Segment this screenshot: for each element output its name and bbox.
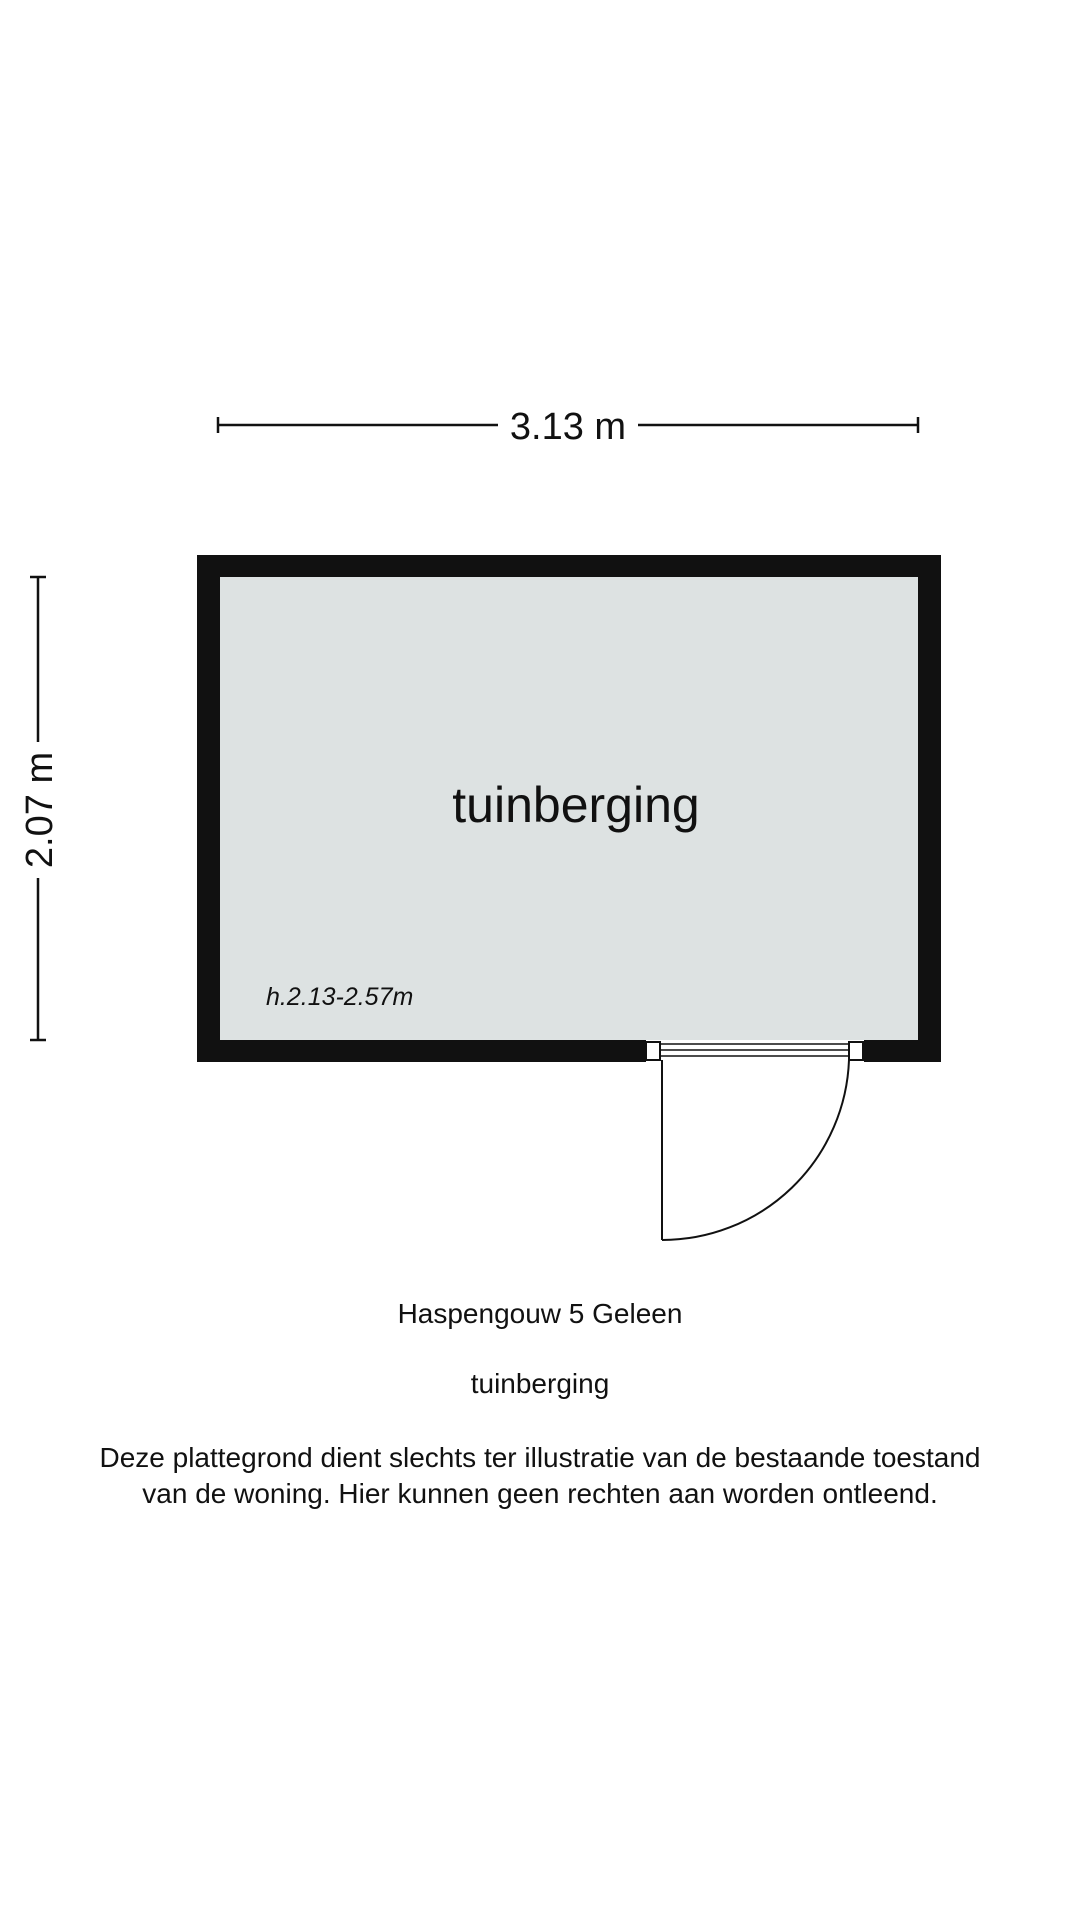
- wall-top: [197, 555, 941, 577]
- room-tuinberging: [197, 555, 941, 1240]
- ceiling-height-label: h.2.13-2.57m: [266, 983, 414, 1011]
- depth-dimension-label: 2.07 m: [19, 751, 61, 869]
- wall-right: [918, 555, 941, 1062]
- depth-dimension: [19, 577, 61, 1040]
- disclaimer-line-1: Deze plattegrond dient slechts ter illustratie van de bestaande toestand: [99, 1442, 981, 1473]
- door-swing-arc: [662, 1060, 849, 1240]
- property-address: Haspengouw 5 Geleen: [397, 1298, 683, 1329]
- wall-left: [197, 555, 220, 1062]
- disclaimer-line-2: van de woning. Hier kunnen geen rechten aan worden ontleend.: [142, 1478, 938, 1509]
- disclaimer: [0, 1440, 1080, 1512]
- door-leaf: [661, 1060, 663, 1240]
- width-dimension: [218, 406, 918, 448]
- door: [646, 1042, 863, 1240]
- room-label: tuinberging: [452, 777, 700, 833]
- width-dimension-label: 3.13 m: [509, 406, 627, 448]
- wall-bottom-left: [197, 1040, 646, 1062]
- floor-title: tuinberging: [470, 1368, 610, 1399]
- wall-bottom-right: [864, 1040, 941, 1062]
